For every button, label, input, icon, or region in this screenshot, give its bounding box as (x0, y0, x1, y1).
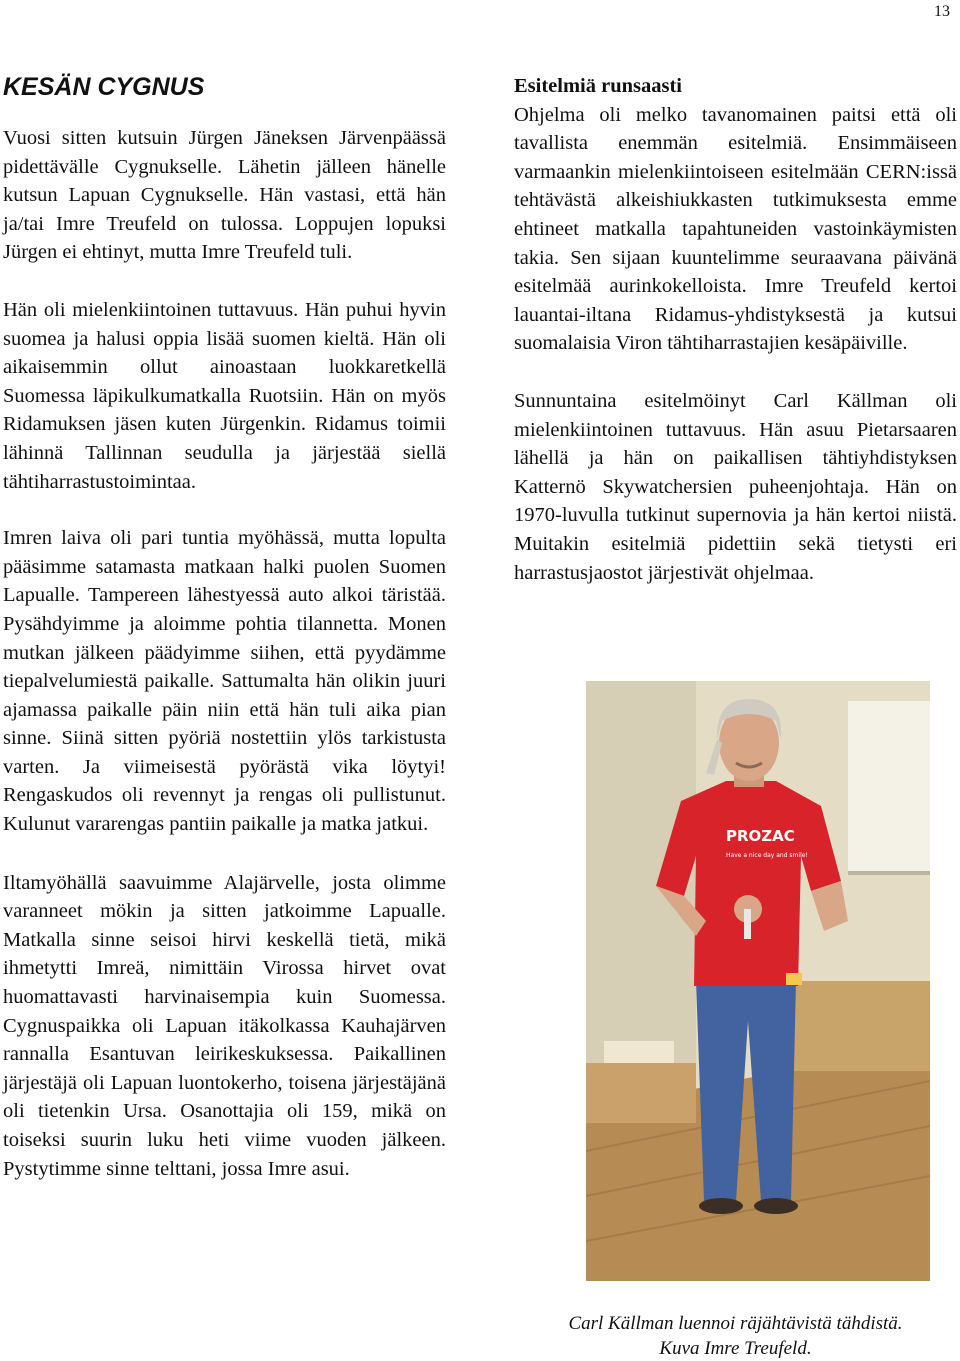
flipchart (848, 701, 930, 871)
left-column (3, 70, 446, 1183)
paragraph: Ohjelma oli melko tavanomainen paitsi että oli tavallista enemmän esitelmiä. Ensimmäiseen varmaankin mielenkiintoiseen esitelmään CERN:issä tehtävästä alkeishiukkasten tutkimuksesta emme ehtineet matkalla tapahtuneiden vastoinkäymisten takia. Sen sijaan kuuntelimme seuraavana päivänä esitelmää aurinkokelloista. Imre Treufeld kertoi lauantai-iltana Ridamus-yhdistyksestä ja kutsui suomalaisia Viron tähtiharrastajien kesäpäiville. (514, 103, 957, 355)
right-shoe (754, 1198, 798, 1214)
shirt-slogan: Have a nice day and smile! (726, 852, 808, 859)
right-column (514, 72, 957, 587)
microphone-icon (744, 909, 751, 939)
paragraph: Sunnuntaina esitelmöinyt Carl Källman oli mielenkiintoinen tuttavuus. Hän asuu Pietarsaaren lähellä ja hän on paikallisen tähtiyhdistyksen Katternö Skywatchersien puheenjohtaja. Hän on 1970-luvulla tutkinut supernovia ja hän kertoi niistä. Muitakin esitelmiä pidettiin sekä tietysti eri harrastusjaostot järjestivät ohjelmaa. (514, 389, 957, 584)
side-table (586, 1063, 696, 1123)
article-title: KESÄN CYGNUS (3, 73, 205, 101)
left-shoe (699, 1198, 743, 1214)
caption-credit: Kuva Imre Treufeld. (659, 1338, 812, 1359)
section-subheading: Esitelmiä runsaasti (514, 75, 682, 97)
books-on-table (604, 1041, 674, 1063)
page-number: 13 (934, 3, 950, 20)
photo-caption (514, 1311, 957, 1361)
paragraph: Hän oli mielenkiintoinen tuttavuus. Hän puhui hyvin suomea ja halusi oppia lisää suomen kieltä. Hän oli aikaisemmin ollut ainoastaan luokkaretkellä Suomessa läpikulkumatkalla Ruotsiin. Hän on myös Ridamuksen jäsen kuten Jürgenkin. Ridamus toimii lähinnä Tallinnan seudulla ja järjestää siellä tähtiharrastustoimintaa. (3, 298, 446, 493)
flipchart-edge (848, 871, 930, 875)
caption-line: Carl Källman luennoi räjähtävistä tähdistä. (568, 1313, 903, 1334)
name-badge (786, 973, 802, 985)
paragraph: Iltamyöhällä saavuimme Alajärvelle, josta olimme varanneet mökin ja sitten jatkoimme Lapualle. Matkalla sinne seisoi hirvi keskellä tietä, mikä ihmetytti Imreä, nimittäin Virossa hirvet ovat huomattavasti harvinaisempia kuin Suomessa. Cygnuspaikka oli Lapuan itäkolkassa Kauhajärven rannalla Esantuvan leirikeskuksessa. Paikallinen järjestäjä oli Lapuan luontokerho, toisena järjestäjänä oli tietenkin Ursa. Osanottajia oli 159, mikä on toiseksi suurin luku heti viime vuoden jälkeen. Pystytimme sinne telttani, jossa Imre asui. (3, 871, 446, 1180)
shirt-print: PROZAC (726, 827, 795, 845)
paragraph: Imren laiva oli pari tuntia myöhässä, mutta lopulta pääsimme satamasta matkaan halki puolen Suomen Lapualle. Tampereen lähestyessä auto alkoi täristää. Pysähdyimme ja aloimme pohtia tilannetta. Monen mutkan jälkeen päädyimme siihen, että pyydämme tiepalvelumiestä paikalle. Sattumalta hän olikin juuri ajamassa paikalle päin niin että hän tuli aika pian sinne. Siinä sitten pyöriä nostettiin ylös tarkistusta varten. Ja viimeisestä pyörästä vika löytyi! Rengaskudos oli revennyt ja rengas oli pullistunut. Kulunut vararengas pantiin paikalle ja matka jatkui. (3, 527, 446, 836)
speaker-photo (586, 681, 930, 1281)
wooden-chair (786, 981, 930, 1071)
paragraph: Vuosi sitten kutsuin Jürgen Jäneksen Järvenpäässä pidettävälle Cygnukselle. Lähetin jälleen hänelle kutsun Lapuan Cygnukselle. Hän vastasi, että hän ja/tai Imre Treufeld on tulossa. Loppujen lopuksi Jürgen ei ehtinyt, mutta Imre Treufeld tuli. (3, 127, 446, 264)
